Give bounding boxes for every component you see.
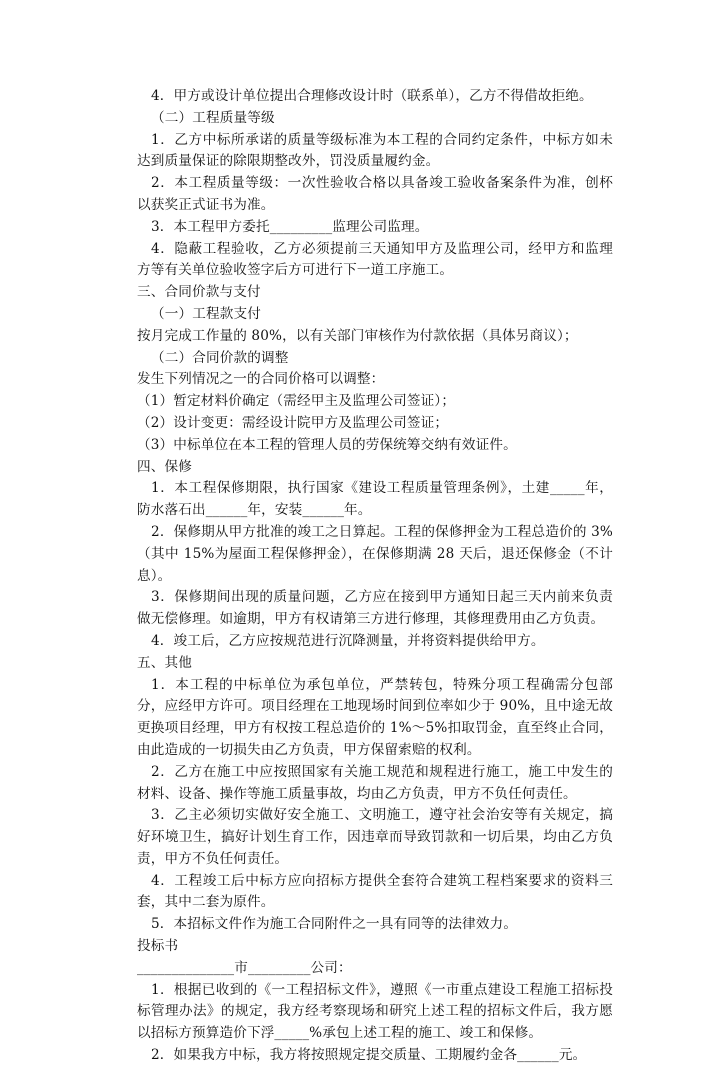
paragraph: 5．本招标文件作为施工合同附件之一具有同等的法律效力。: [151, 916, 518, 933]
paragraph: 3．乙主必须切实做好安全施工、文明施工，遵守社会治安等有关规定，搞好环境卫生，搞好计划生育工作，因违章而导致罚款和一切后果，均由乙方负责，甲方不负任何责任。: [137, 807, 613, 867]
paragraph: （二）合同价款的调整: [151, 349, 289, 366]
section-heading: 四、保修: [137, 458, 192, 475]
paragraph: 1．乙方中标所承诺的质量等级标准为本工程的合同约定条件，中标方如未达到质量保证的除限期整改外，罚没质量履约金。: [137, 131, 613, 170]
section-heading: 投标书: [137, 938, 179, 955]
paragraph: （1）暂定材料价确定（需经甲主及监理公司签证）；: [137, 393, 456, 410]
section-heading: ______________市_________公司：: [137, 959, 352, 976]
paragraph: 4．隐蔽工程验收，乙方必须提前三天通知甲方及监理公司，经甲方和监理方等有关单位验收签字后方可进行下一道工序施工。: [137, 240, 613, 279]
paragraph: 3．本工程甲方委托_________监理公司监理。: [151, 218, 429, 235]
paragraph: 2．保修期从甲方批准的竣工之日算起。工程的保修押金为工程总造价的 3%（其中 15%为屋面工程保修押金），在保修期满 28 天后，退还保修金（不计息）。: [137, 523, 613, 584]
section-heading: 三、合同价款与支付: [137, 284, 261, 301]
paragraph: 2．本工程质量等级：一次性验收合格以具备竣工验收备案条件为准，创杯以获奖正式证书为准。: [137, 175, 613, 213]
paragraph: 1．根据已收到的《一工程招标文件》，遵照《一市重点建设工程施工招标投标管理办法》的规定，我方经考察现场和研究上述工程的招标文件后，我方愿以招标方预算造价下浮_____%承包上述工程的施工、竣工和保修。: [137, 981, 613, 1042]
paragraph: 2．乙方在施工中应按照国家有关施工规范和规程进行施工，施工中发生的材料、设备、操作等施工质量事故，均由乙方负责，甲方不负任何责任。: [137, 763, 613, 802]
paragraph: （3）中标单位在本工程的管理人员的劳保统筹交纳有效证件。: [137, 436, 517, 453]
section-heading: 发生下列情况之一的合同价格可以调整：: [137, 371, 385, 388]
paragraph: 4．竣工后，乙方应按规范进行沉降测量，并将资料提供给甲方。: [151, 632, 545, 649]
paragraph: （一）工程款支付: [151, 305, 261, 322]
document-body: [137, 86, 613, 1067]
section-heading: 五、其他: [137, 654, 192, 671]
paragraph: 4．工程竣工后中标方应向招标方提供全套符合建筑工程档案要求的资料三套，其中二套为原件。: [137, 872, 613, 911]
paragraph: 2．如果我方中标，我方将按照规定提交质量、工期履约金各______元。: [151, 1047, 587, 1064]
paragraph: （二）工程质量等级: [151, 109, 275, 126]
section-heading: 按月完成工作量的 80%，以有关部门审核作为付款依据（具体另商议）；: [137, 327, 578, 344]
paragraph: 4．甲方或设计单位提出合理修改设计时（联系单），乙方不得借故拒绝。: [151, 88, 593, 104]
paragraph: 3．保修期间出现的质量问题，乙方应在接到甲方通知日起三天内前来负责做无偿修理。如逾期，甲方有权请第三方进行修理，其修理费用由乙方负责。: [137, 589, 613, 628]
paragraph: （2）设计变更：需经设计院甲方及监理公司签证；: [137, 414, 449, 431]
paragraph: 1．本工程的中标单位为承包单位，严禁转包，特殊分项工程确需分包部分，应经甲方许可。项目经理在工地现场时间到位率如少于 90%，且中途无故更换项目经理，甲方有权按工程总造价的 1%～5%扣取罚金，直至终止合同，由此造成的一切损失由乙方负责，甲方保留索赔的权利。: [137, 676, 613, 758]
paragraph: 1．本工程保修期限，执行国家《建设工程质量管理条例》，土建_____年，防水落石出______年，安装______年。: [137, 480, 613, 519]
